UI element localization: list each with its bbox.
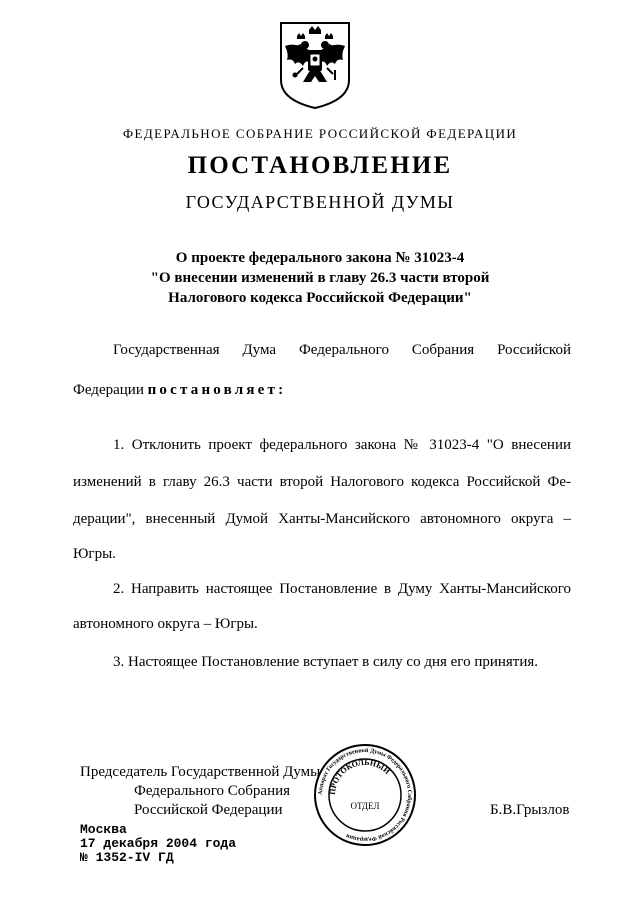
preamble-line [73,381,571,399]
seal-outer-text: Аппарат Государственной Думы Федерального Собрания Российской Федерации [317,747,413,843]
document-title: ПОСТАНОВЛЕНИЕ [187,152,453,179]
preamble-line: Государственная Дума Федерального Собрания Российской [113,342,571,358]
preamble-text: Федерации [73,382,144,398]
item-2-line: автономного округа – Югры. [73,616,258,632]
signer-position: Председатель Государственной Думы [80,764,321,780]
item-3-line: 3. Настоящее Постановление вступает в силу со дня его принятия. [113,654,539,670]
item-1-line: изменений в главу 26.3 части второй Налогового кодекса Российской Фе- [73,474,571,490]
resolution-number: № 1352-IV ГД [80,850,174,865]
item-1-line: дерации", внесенный Думой Ханты-Мансийского автономного округа – [73,511,571,527]
subject-line: О проекте федерального закона № 31023-4 [175,250,465,266]
document-subtitle: ГОСУДАРСТВЕННОЙ ДУМЫ [185,192,455,212]
place-of-adoption: Москва [80,822,127,837]
subject-line: "О внесении изменений в главу 26.3 части второй [150,270,490,286]
signer-name: Б.В.Грызлов [490,802,570,818]
signer-position: Российской Федерации [134,802,283,818]
organization-name: ФЕДЕРАЛЬНОЕ СОБРАНИЕ РОССИЙСКОЙ ФЕДЕРАЦИИ [122,126,518,141]
item-2-line: 2. Направить настоящее Постановление в Думу Ханты-Мансийского [113,581,571,597]
item-1-line: Югры. [73,546,116,562]
state-emblem-icon [275,20,355,110]
official-seal [313,743,417,847]
adoption-date: 17 декабря 2004 года [80,836,237,851]
seal-inner-text: ПРОТОКОЛЬНЫЙ [327,757,392,796]
signer-position: Федерального Собрания [134,783,291,799]
subject-line: Налогового кодекса Российской Федерации" [168,290,472,306]
seal-center-text: ОТДЕЛ [350,801,380,811]
item-1-line: 1. Отклонить проект федерального закона № 31023-4 "О внесении [113,437,571,453]
resolution-keyword: постановляет: [147,382,287,398]
document-subject [0,248,640,308]
